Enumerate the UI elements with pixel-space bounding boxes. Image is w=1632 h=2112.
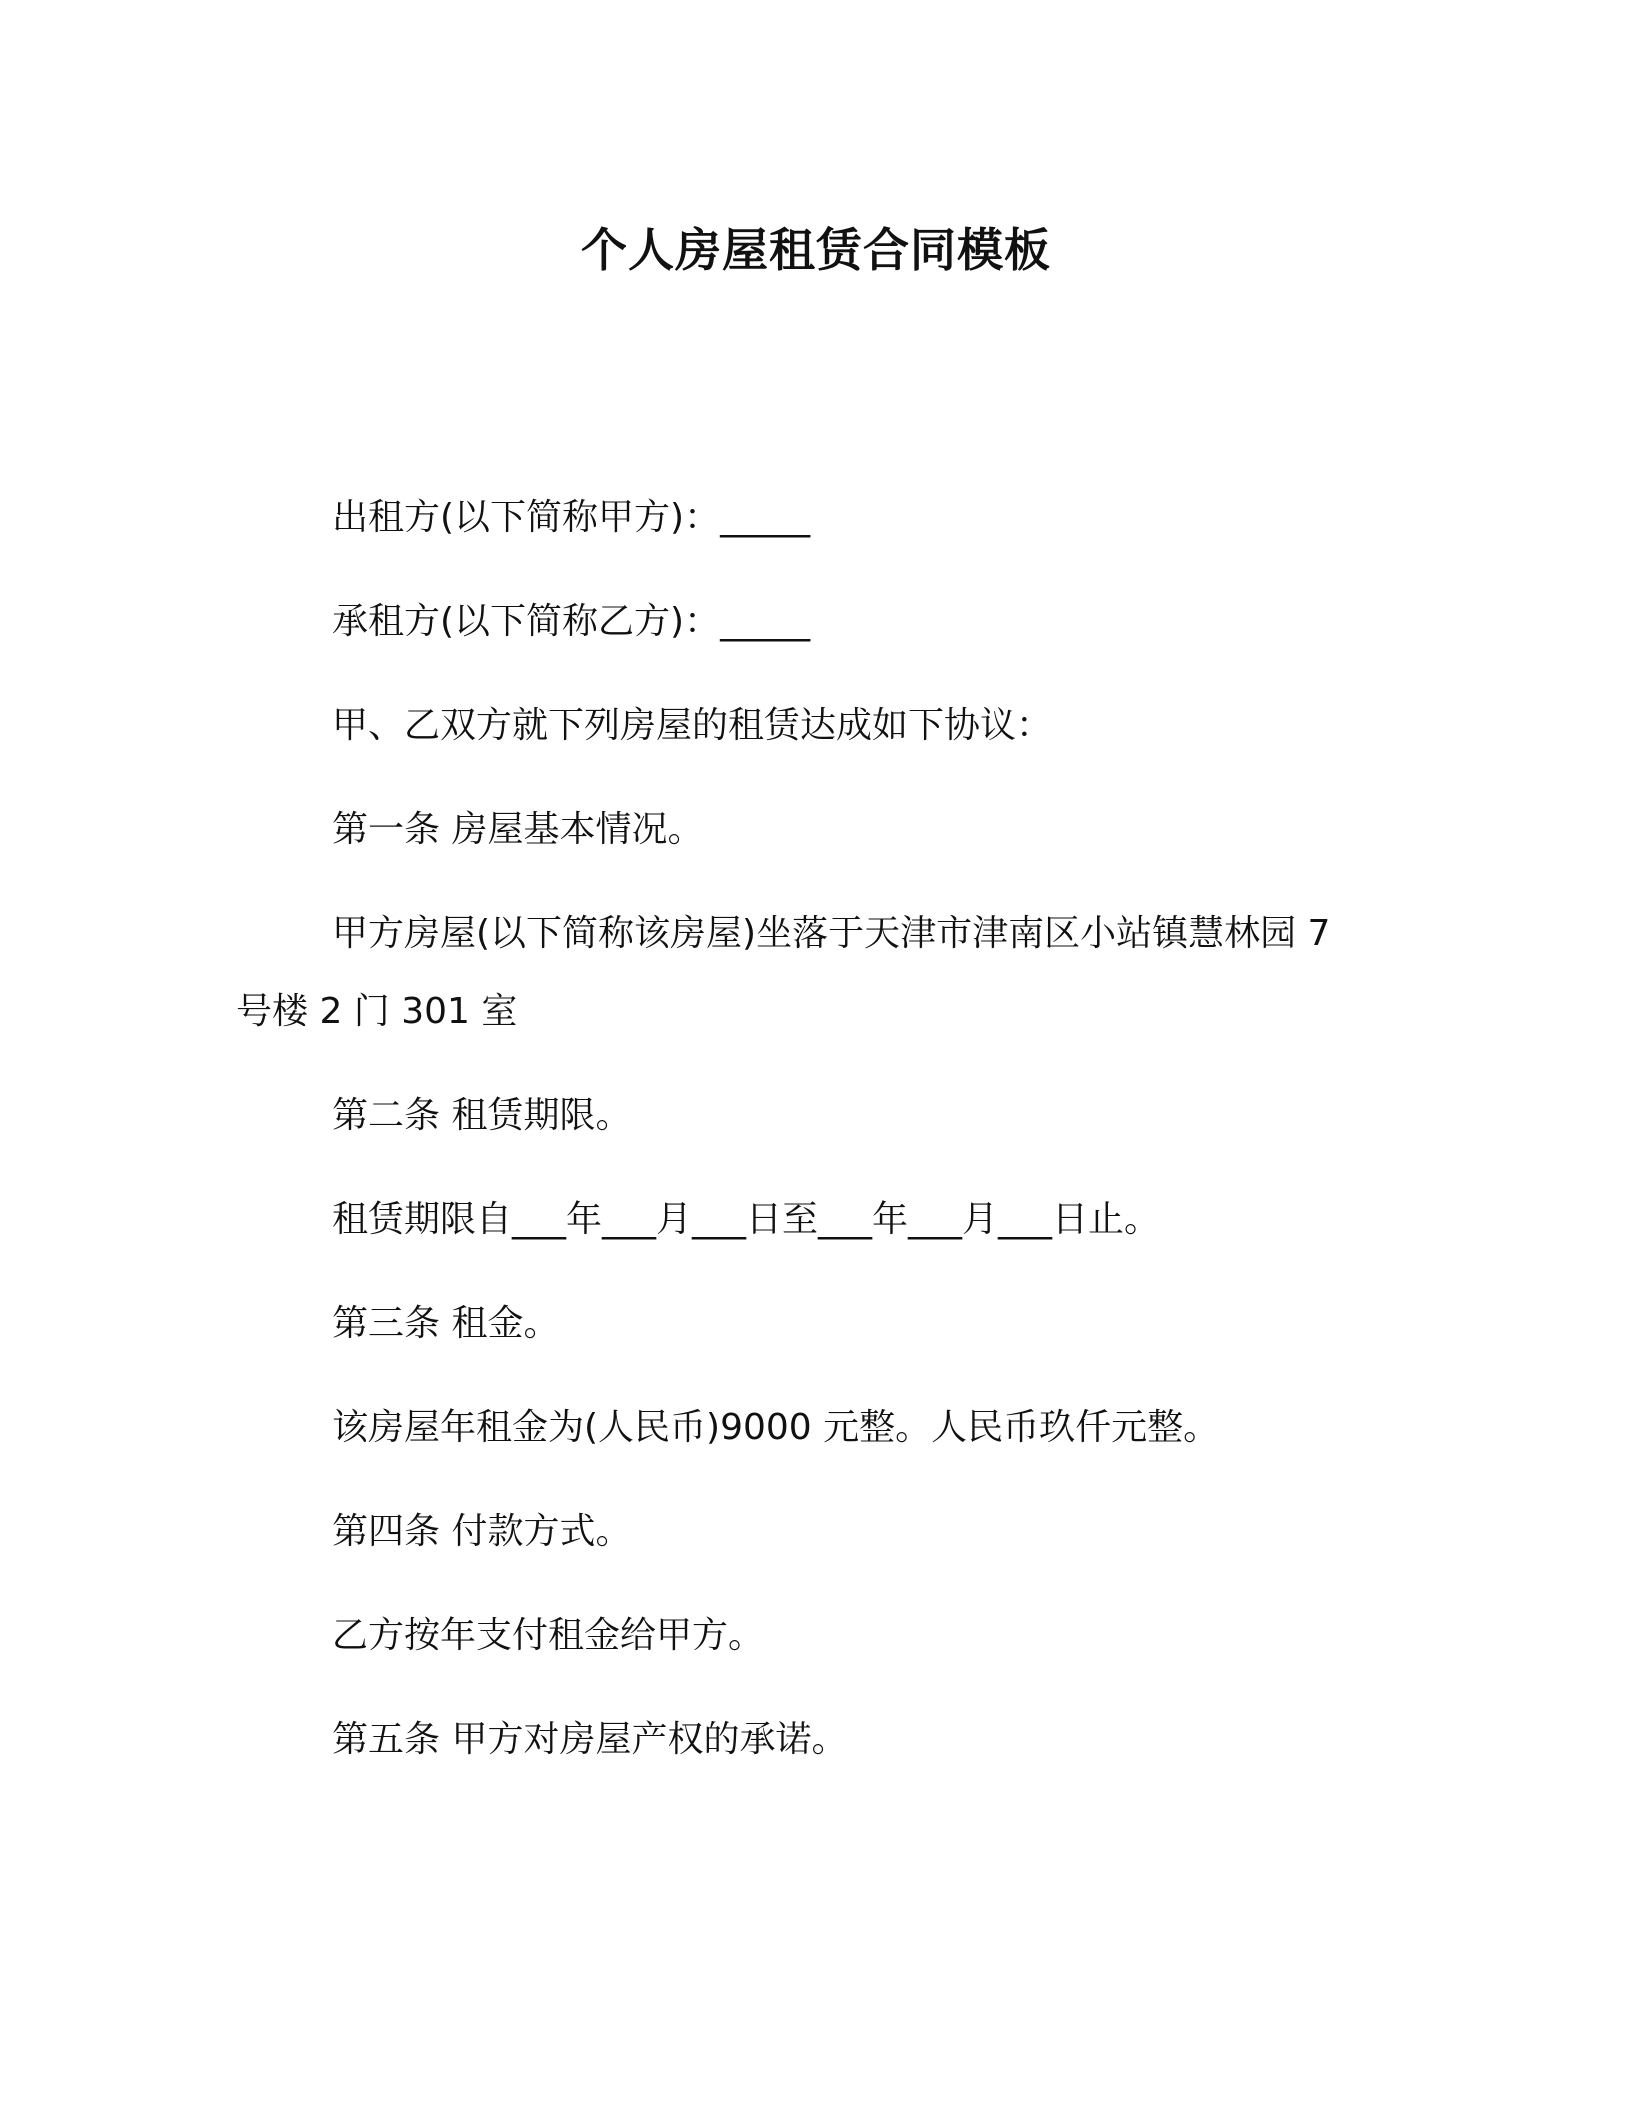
payment-method: 乙方按年支付租金给甲方。 (332, 1615, 765, 1656)
lease-term: 租赁期限自___年___月___日至___年___月___日止。 (332, 1199, 1161, 1240)
article-1-heading: 第一条 房屋基本情况。 (332, 809, 704, 850)
property-location: 甲方房屋(以下简称该房屋)坐落于天津市津南区小站镇慧林园 7 号楼 2 门 301 室 (236, 913, 1342, 1032)
article-4-heading: 第四条 付款方式。 (332, 1511, 632, 1552)
lessor-line: 出租方(以下简称甲方)：_____ (332, 497, 811, 538)
agreement-intro: 甲、乙双方就下列房屋的租赁达成如下协议： (332, 705, 1053, 746)
lessee-line: 承租方(以下简称乙方)：_____ (332, 601, 811, 642)
document-title: 个人房屋租赁合同模板 (581, 223, 1051, 277)
article-3-heading: 第三条 租金。 (332, 1303, 560, 1344)
article-2-heading: 第二条 租赁期限。 (332, 1095, 632, 1136)
document-body (236, 492, 1356, 1818)
annual-rent: 该房屋年租金为(人民币)9000 元整。人民币玖仟元整。 (332, 1407, 1220, 1448)
article-5-heading: 第五条 甲方对房屋产权的承诺。 (332, 1719, 848, 1760)
